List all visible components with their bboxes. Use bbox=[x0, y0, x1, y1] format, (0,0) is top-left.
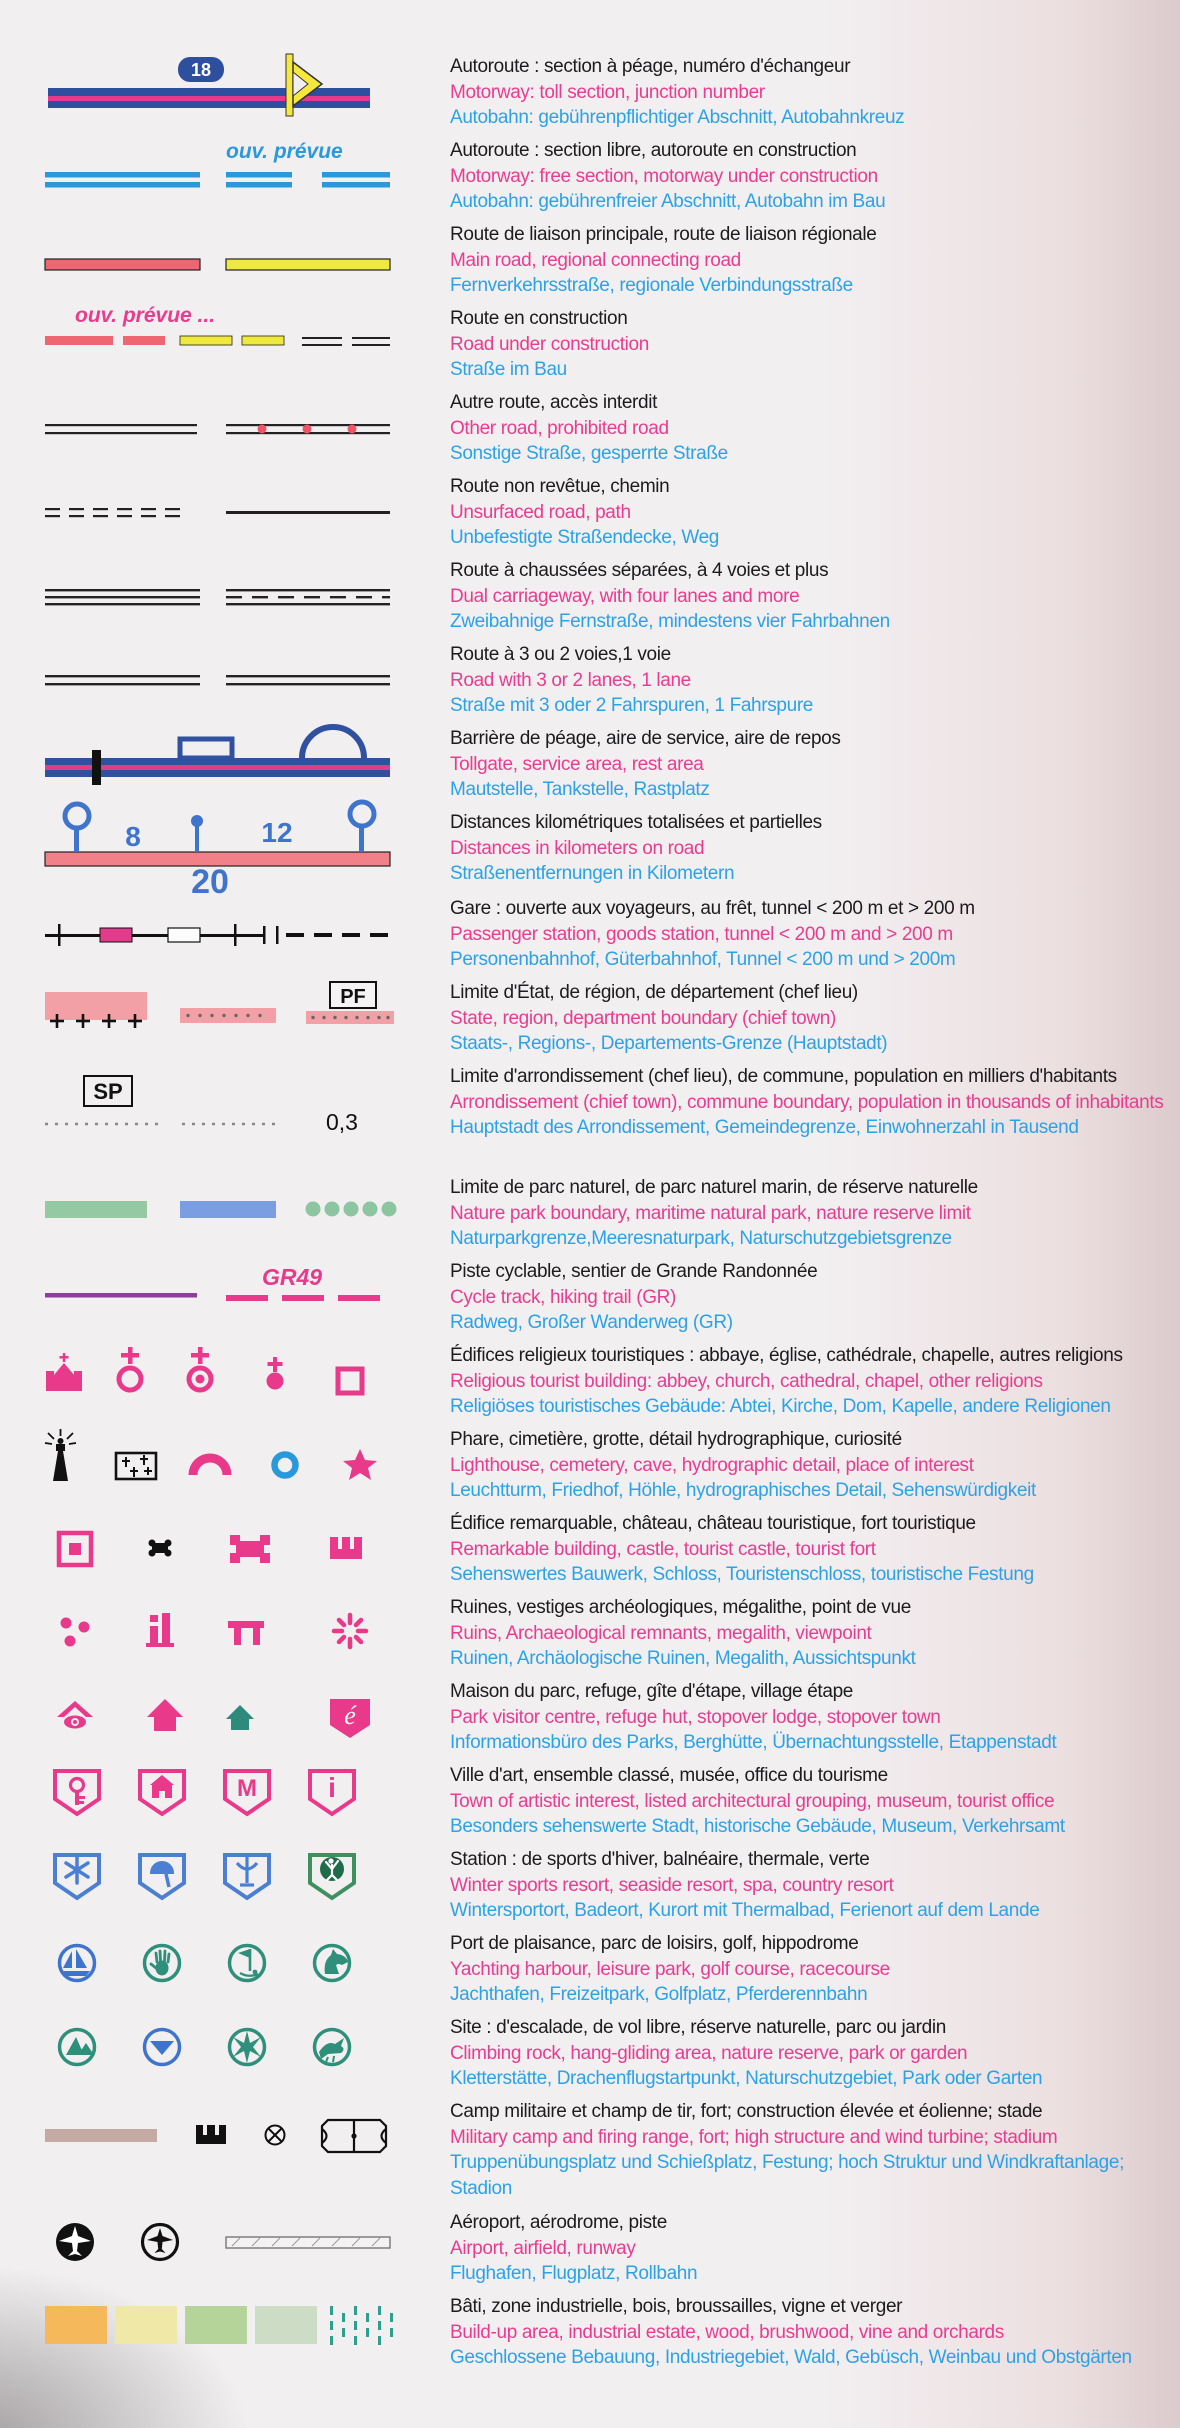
sights-icons bbox=[30, 1427, 450, 1491]
label-fr: Autoroute : section à péage, numéro d'échangeur bbox=[450, 56, 851, 77]
airport-symbols bbox=[0, 2210, 450, 2294]
label-en: Remarkable building, castle, tourist castle, tourist fort bbox=[450, 1538, 876, 1560]
marine-park-band-icon bbox=[180, 1201, 276, 1218]
svg-text:18: 18 bbox=[190, 60, 212, 80]
free-motorway-line-icon bbox=[45, 172, 200, 188]
label-de: Autobahn: gebührenpflichtiger Abschnitt, Autobahnkreuz bbox=[450, 107, 905, 128]
nature-park-icon bbox=[30, 1175, 450, 1239]
label-de: Zweibahnige Fernstraße, mindestens vier Fahrbahnen bbox=[450, 611, 890, 632]
legend-row-road-construction bbox=[0, 306, 1180, 390]
legend-text bbox=[450, 1763, 1180, 1847]
legend-text bbox=[450, 222, 1180, 306]
winter-sports-shield-icon bbox=[55, 1855, 99, 1898]
nature-reserve-dots-icon bbox=[306, 1202, 397, 1217]
label-de: Naturparkgrenze,Meeresnaturpark, Naturschutzgebietsgrenze bbox=[450, 1228, 952, 1249]
airport-icons bbox=[30, 2210, 450, 2274]
legend-row-sights bbox=[0, 1427, 1180, 1511]
label-fr: Autre route, accès interdit bbox=[450, 392, 658, 413]
town-of-art-shield-icon bbox=[55, 1771, 99, 1814]
goods-station-icon bbox=[168, 928, 200, 942]
railway-icon bbox=[30, 896, 450, 960]
label-de: Sonstige Straße, gesperrte Straße bbox=[450, 443, 728, 464]
label-de: Staats-, Regions-, Departements-Grenze (Hauptstadt) bbox=[450, 1033, 888, 1054]
industrial-estate-swatch bbox=[115, 2306, 177, 2344]
archaeological-remnants-icon bbox=[146, 1613, 174, 1647]
ruins-symbols bbox=[0, 1595, 450, 1679]
built-up-area-swatch bbox=[45, 2306, 107, 2344]
legend-row-distances bbox=[0, 810, 1180, 901]
long-tunnel-icon bbox=[286, 933, 388, 937]
label-fr: Limite de parc naturel, de parc naturel marin, de réserve naturelle bbox=[450, 1177, 978, 1198]
railway-tick-icon bbox=[234, 924, 237, 946]
label-de: Sehenswertes Bauwerk, Schloss, Touristenschloss, touristische Festung bbox=[450, 1564, 1034, 1585]
harbour-leisure-icons bbox=[30, 1931, 450, 1995]
legend-text bbox=[450, 2294, 1180, 2378]
cycle-track-symbol bbox=[0, 1259, 450, 1343]
label-fr: Édifice remarquable, château, château touristique, fort touristique bbox=[450, 1513, 976, 1534]
label-de: Geschlossene Bebauung, Industriegebiet, Wald, Gebüsch, Weinbau und Obstgärten bbox=[450, 2347, 1132, 2368]
label-en: Yachting harbour, leisure park, golf course, racecourse bbox=[450, 1958, 890, 1980]
legend-row-sites bbox=[0, 2015, 1180, 2099]
stopover-lodge-icon bbox=[226, 1705, 254, 1730]
label-fr: Station : de sports d'hiver, balnéaire, thermale, verte bbox=[450, 1849, 870, 1870]
tourist-castle-icon bbox=[230, 1535, 270, 1563]
label-fr: Maison du parc, refuge, gîte d'étape, village étape bbox=[450, 1681, 853, 1702]
legend-row-park-house bbox=[0, 1679, 1180, 1763]
label-de: Flughafen, Flugplatz, Rollbahn bbox=[450, 2263, 698, 2284]
leisure-park-icon bbox=[145, 1946, 180, 1981]
one-lane-road-icon bbox=[226, 675, 390, 685]
label-en: Road under construction bbox=[450, 333, 649, 355]
park-house-icons bbox=[30, 1679, 450, 1743]
label-fr: Limite d'État, de région, de département (chef lieu) bbox=[450, 982, 858, 1003]
cave-icon bbox=[193, 1458, 227, 1475]
label-fr: Route à 3 ou 2 voies,1 voie bbox=[450, 644, 671, 665]
vine-orchard-pattern bbox=[330, 2306, 393, 2345]
label-fr: Port de plaisance, parc de loisirs, golf, hippodrome bbox=[450, 1933, 859, 1954]
seaside-resort-shield-icon bbox=[140, 1855, 184, 1898]
military-symbols bbox=[0, 2099, 450, 2210]
legend-text bbox=[450, 1511, 1180, 1595]
motorway-free-symbol bbox=[0, 138, 450, 222]
sights-symbols bbox=[0, 1427, 450, 1511]
label-de: Jachthafen, Freizeitpark, Golfplatz, Pferderennbahn bbox=[450, 1984, 868, 2005]
arrondissement-icon bbox=[30, 1064, 450, 1142]
railway-line-icon bbox=[45, 934, 265, 937]
two-lane-road-icon bbox=[45, 675, 200, 685]
label-de: Ruinen, Archäologische Ruinen, Megalith, Aussichtspunkt bbox=[450, 1648, 916, 1669]
prohibited-road-icon bbox=[226, 424, 390, 434]
label-fr: Ville d'art, ensemble classé, musée, office du tourisme bbox=[450, 1765, 888, 1786]
legend-row-main-road bbox=[0, 222, 1180, 306]
military-icons bbox=[30, 2099, 450, 2163]
legend-row-nature-park bbox=[0, 1175, 1180, 1259]
castle-icon bbox=[149, 1540, 172, 1557]
racecourse-icon bbox=[315, 1946, 350, 1981]
park-garden-icon bbox=[315, 2030, 350, 2065]
label-fr: Barrière de péage, aire de service, aire de repos bbox=[450, 728, 841, 749]
remarkable-icons bbox=[30, 1511, 450, 1575]
tollgate-icon bbox=[30, 726, 450, 790]
spa-shield-icon bbox=[225, 1855, 269, 1898]
ruins-icons bbox=[30, 1595, 450, 1659]
state-boundary-band-icon bbox=[45, 992, 147, 1028]
motorway-band-icon bbox=[48, 88, 370, 108]
legend-text bbox=[450, 1343, 1180, 1427]
unsurfaced-road-line-icon bbox=[45, 508, 180, 517]
yachting-harbour-icon bbox=[60, 1946, 95, 1981]
label-en: Tollgate, service area, rest area bbox=[450, 753, 704, 775]
label-fr: Distances kilométriques totalisées et partielles bbox=[450, 812, 822, 833]
legend-text bbox=[450, 1847, 1180, 1931]
legend-row-road-3-2-lanes bbox=[0, 642, 1180, 726]
path-line-icon bbox=[226, 511, 390, 514]
dual-carriageway-symbol bbox=[0, 558, 450, 642]
partial-distance-label: 8 bbox=[125, 821, 141, 852]
country-resort-shield-icon bbox=[310, 1855, 354, 1898]
main-road-line-icon bbox=[45, 259, 200, 270]
label-en: Cycle track, hiking trail (GR) bbox=[450, 1286, 676, 1308]
motorway-free-icon bbox=[30, 138, 450, 202]
label-de: Truppenübungsplatz und Schießplatz, Festung; hoch Struktur und Windkraftanlage; Stadion bbox=[450, 2152, 1125, 2199]
label-en: Other road, prohibited road bbox=[450, 417, 669, 439]
label-fr: Site : d'escalade, de vol libre, réserve naturelle, parc ou jardin bbox=[450, 2017, 946, 2038]
stadium-icon bbox=[322, 2120, 386, 2152]
legend-text bbox=[450, 1259, 1180, 1343]
rest-area-icon bbox=[302, 727, 364, 758]
tourist-office-shield-icon bbox=[310, 1771, 354, 1814]
refuge-hut-icon bbox=[147, 1699, 183, 1731]
airfield-icon bbox=[143, 2225, 178, 2260]
viewpoint-icon bbox=[334, 1615, 366, 1647]
legend-row-town-of-art bbox=[0, 1763, 1180, 1847]
remarkable-symbols bbox=[0, 1511, 450, 1595]
label-fr: Aéroport, aérodrome, piste bbox=[450, 2212, 667, 2233]
harbour-leisure-symbols bbox=[0, 1931, 450, 2015]
subprefecture-badge bbox=[84, 1076, 132, 1106]
label-de: Unbefestigte Straßendecke, Weg bbox=[450, 527, 720, 548]
total-distance-label: 20 bbox=[191, 863, 229, 901]
label-en: Park visitor centre, refuge hut, stopover lodge, stopover town bbox=[450, 1706, 941, 1728]
ruins-icon bbox=[61, 1618, 90, 1647]
museum-shield-icon bbox=[225, 1771, 269, 1814]
cemetery-icon bbox=[116, 1453, 156, 1479]
label-en: Main road, regional connecting road bbox=[450, 249, 741, 271]
yellow-road-construction-icon bbox=[180, 336, 284, 345]
population-label: 0,3 bbox=[326, 1109, 358, 1135]
passenger-station-icon bbox=[100, 928, 132, 942]
listed-grouping-shield-icon bbox=[140, 1771, 184, 1814]
legend-text bbox=[450, 726, 1180, 810]
main-road-symbol bbox=[0, 222, 450, 306]
unsurfaced-road-symbol bbox=[0, 474, 450, 558]
distances-icon bbox=[30, 796, 450, 901]
label-fr: Limite d'arrondissement (chef lieu), de commune, population en milliers d'habitants bbox=[450, 1066, 1117, 1087]
resort-symbols bbox=[0, 1847, 450, 1931]
road-3-2-lanes-icon bbox=[30, 642, 450, 706]
legend-text bbox=[450, 1175, 1180, 1259]
wind-turbine-icon bbox=[266, 2126, 285, 2145]
brushwood-swatch bbox=[255, 2306, 317, 2344]
department-boundary-band-icon bbox=[306, 1011, 394, 1024]
nature-park-symbol bbox=[0, 1175, 450, 1259]
town-of-art-icons bbox=[30, 1763, 450, 1827]
state-boundary-symbol bbox=[0, 980, 450, 1064]
svg-text:i: i bbox=[328, 1772, 336, 1803]
legend-row-resorts bbox=[0, 1847, 1180, 1931]
distances-symbol bbox=[0, 810, 450, 901]
legend-row-railway bbox=[0, 896, 1180, 980]
legend-row-other-road bbox=[0, 390, 1180, 474]
label-fr: Camp militaire et champ de tir, fort; construction élevée et éolienne; stade bbox=[450, 2101, 1043, 2122]
planned-opening-dots-label: ouv. prévue ... bbox=[75, 304, 216, 327]
legend-text bbox=[450, 558, 1180, 642]
cycle-track-line-icon bbox=[45, 1293, 197, 1298]
legend-text bbox=[450, 2015, 1180, 2099]
arrondissement-symbol bbox=[0, 1064, 450, 1175]
legend-text bbox=[450, 810, 1180, 896]
road-construction-icon bbox=[30, 306, 450, 370]
railway-tick-icon bbox=[58, 924, 61, 946]
road-construction-symbol bbox=[0, 306, 450, 390]
label-de: Personenbahnhof, Güterbahnhof, Tunnel < 200 m und > 200m bbox=[450, 949, 956, 970]
partial-distance-label: 12 bbox=[261, 817, 293, 848]
legend-text bbox=[450, 306, 1180, 390]
label-fr: Bâti, zone industrielle, bois, broussailles, vigne et verger bbox=[450, 2296, 903, 2317]
label-fr: Gare : ouverte aux voyageurs, au frêt, tunnel < 200 m et > 200 m bbox=[450, 898, 975, 919]
legend-text bbox=[450, 390, 1180, 474]
other-road-construction-icon bbox=[302, 337, 390, 346]
abbey-icon bbox=[46, 1353, 82, 1391]
megalith-icon bbox=[228, 1621, 264, 1645]
remarkable-building-icon bbox=[59, 1533, 91, 1565]
planned-opening-label: ouv. prévue bbox=[226, 140, 343, 163]
regional-road-line-icon bbox=[226, 259, 390, 270]
land-use-symbols bbox=[0, 2294, 450, 2378]
legend-text bbox=[450, 2099, 1180, 2210]
legend-row-dual-carriageway bbox=[0, 558, 1180, 642]
legend-row-remarkable bbox=[0, 1511, 1180, 1595]
place-of-interest-star-icon bbox=[343, 1449, 377, 1480]
label-de: Informationsbüro des Parks, Berghütte, Übernachtungsstelle, Etappenstadt bbox=[450, 1732, 1057, 1753]
label-en: Winter sports resort, seaside resort, spa, country resort bbox=[450, 1874, 894, 1896]
dual-carriageway-dashed-icon bbox=[226, 589, 390, 605]
label-de: Mautstelle, Tankstelle, Rastplatz bbox=[450, 779, 710, 800]
region-boundary-band-icon bbox=[180, 1008, 276, 1023]
unsurfaced-road-icon bbox=[30, 474, 450, 538]
land-use-icons bbox=[30, 2294, 450, 2358]
label-en: Motorway: free section, motorway under construction bbox=[450, 165, 878, 187]
label-de: Fernverkehrsstraße, regionale Verbindungsstraße bbox=[450, 275, 853, 296]
svg-text:é: é bbox=[344, 1701, 356, 1730]
label-en: Nature park boundary, maritime natural park, nature reserve limit bbox=[450, 1202, 971, 1224]
label-fr: Route de liaison principale, route de liaison régionale bbox=[450, 224, 877, 245]
label-en: State, region, department boundary (chief town) bbox=[450, 1007, 836, 1029]
label-en: Unsurfaced road, path bbox=[450, 501, 631, 523]
label-de: Straßenentfernungen in Kilometern bbox=[450, 863, 735, 884]
golf-course-icon bbox=[230, 1946, 265, 1981]
resort-icons bbox=[30, 1847, 450, 1911]
legend-row-motorway-toll bbox=[0, 54, 1180, 138]
label-de: Besonders sehenswerte Stadt, historische Gebäude, Museum, Verkehrsamt bbox=[450, 1816, 1065, 1837]
legend-row-military bbox=[0, 2099, 1180, 2210]
nature-reserve-icon bbox=[230, 2030, 265, 2065]
religious-symbols bbox=[0, 1343, 450, 1427]
other-road-symbol bbox=[0, 390, 450, 474]
park-house-symbols bbox=[0, 1679, 450, 1763]
chapel-icon bbox=[267, 1357, 284, 1390]
church-icon bbox=[119, 1347, 141, 1390]
other-religion-icon bbox=[338, 1369, 362, 1393]
label-en: Distances in kilometers on road bbox=[450, 837, 705, 859]
fort-icon bbox=[196, 2125, 226, 2144]
red-road-construction-icon bbox=[45, 336, 165, 345]
legend-text bbox=[450, 2210, 1180, 2294]
label-de: Radweg, Großer Wanderweg (GR) bbox=[450, 1312, 733, 1333]
label-en: Build-up area, industrial estate, wood, brushwood, vine and orchards bbox=[450, 2321, 1004, 2343]
legend-text bbox=[450, 1931, 1180, 2015]
four-lane-road-icon bbox=[45, 589, 200, 605]
label-fr: Piste cyclable, sentier de Grande Randonnée bbox=[450, 1261, 818, 1282]
cathedral-icon bbox=[189, 1347, 211, 1390]
nature-park-band-icon bbox=[45, 1201, 147, 1218]
legend-row-motorway-free bbox=[0, 138, 1180, 222]
junction-number-badge bbox=[178, 57, 224, 82]
religious-icons bbox=[30, 1343, 450, 1407]
hiking-trail-icon bbox=[226, 1295, 380, 1301]
label-en: Town of artistic interest, listed architectural grouping, museum, tourist office bbox=[450, 1790, 1055, 1812]
legend-row-harbour-leisure bbox=[0, 1931, 1180, 2015]
label-en: Lighthouse, cemetery, cave, hydrographic detail, place of interest bbox=[450, 1454, 974, 1476]
distance-marker-icon bbox=[65, 802, 374, 852]
legend-text bbox=[450, 1595, 1180, 1679]
tourist-fort-icon bbox=[330, 1537, 362, 1559]
label-fr: Ruines, vestiges archéologiques, mégalithe, point de vue bbox=[450, 1597, 911, 1618]
label-de: Straße im Bau bbox=[450, 359, 567, 380]
legend-text bbox=[450, 896, 1180, 980]
lighthouse-icon bbox=[45, 1429, 76, 1481]
label-de: Autobahn: gebührenfreier Abschnitt, Autobahn im Bau bbox=[450, 191, 886, 212]
site-icons bbox=[30, 2015, 450, 2079]
stopover-town-icon bbox=[330, 1699, 370, 1738]
label-en: Passenger station, goods station, tunnel < 200 m and > 200 m bbox=[450, 923, 953, 945]
town-of-art-symbols bbox=[0, 1763, 450, 1847]
label-en: Dual carriageway, with four lanes and more bbox=[450, 585, 800, 607]
legend-text bbox=[450, 138, 1180, 222]
label-fr: Autoroute : section libre, autoroute en construction bbox=[450, 140, 857, 161]
prefecture-badge bbox=[330, 982, 376, 1008]
legend-text bbox=[450, 642, 1180, 726]
tollgate-bar-icon bbox=[92, 750, 101, 785]
dual-carriageway-icon bbox=[30, 558, 450, 622]
legend-text bbox=[450, 54, 1180, 138]
legend-text bbox=[450, 1679, 1180, 1763]
legend-row-arrondissement bbox=[0, 1064, 1180, 1175]
climbing-rock-icon bbox=[60, 2030, 95, 2065]
label-de: Religiöses touristisches Gebäude: Abtei, Kirche, Dom, Kapelle, andere Religionen bbox=[450, 1396, 1111, 1417]
park-visitor-centre-icon bbox=[57, 1701, 93, 1729]
label-en: Ruins, Archaeological remnants, megalith, viewpoint bbox=[450, 1622, 872, 1644]
legend-row-unsurfaced-road bbox=[0, 474, 1180, 558]
road-3-2-lanes-symbol bbox=[0, 642, 450, 726]
hydrographic-detail-icon bbox=[275, 1455, 296, 1476]
other-road-icon bbox=[30, 390, 450, 454]
label-en: Motorway: toll section, junction number bbox=[450, 81, 765, 103]
label-en: Religious tourist building: abbey, church, cathedral, chapel, other religions bbox=[450, 1370, 1043, 1392]
legend-text bbox=[450, 980, 1180, 1064]
gr-label: GR49 bbox=[261, 1264, 323, 1290]
label-en: Military camp and firing range, fort; high structure and wind turbine; stadium bbox=[450, 2126, 1058, 2148]
legend-row-religious bbox=[0, 1343, 1180, 1427]
cycle-track-icon bbox=[30, 1259, 450, 1323]
label-fr: Route en construction bbox=[450, 308, 628, 329]
svg-text:M: M bbox=[237, 1775, 257, 1802]
label-fr: Route non revêtue, chemin bbox=[450, 476, 670, 497]
legend-row-ruins bbox=[0, 1595, 1180, 1679]
label-de: Leuchtturm, Friedhof, Höhle, hydrographisches Detail, Sehenswürdigkeit bbox=[450, 1480, 1036, 1501]
label-de: Wintersportort, Badeort, Kurort mit Thermalbad, Ferienort auf dem Lande bbox=[450, 1900, 1040, 1921]
legend-row-airport bbox=[0, 2210, 1180, 2294]
legend-text bbox=[450, 1427, 1180, 1511]
label-de: Kletterstätte, Drachenflugstartpunkt, Naturschutzgebiet, Park oder Garten bbox=[450, 2068, 1043, 2089]
wood-swatch bbox=[185, 2306, 247, 2344]
label-fr: Édifices religieux touristiques : abbaye, église, cathédrale, chapelle, autres religions bbox=[450, 1345, 1123, 1366]
motorway-toll-icon bbox=[30, 54, 450, 118]
other-road-line-icon bbox=[45, 424, 197, 434]
main-road-icon bbox=[30, 222, 450, 286]
legend-row-land-use bbox=[0, 2294, 1180, 2378]
label-en: Arrondissement (chief town), commune boundary, population in thousands of inhabitants bbox=[450, 1091, 1164, 1113]
site-symbols bbox=[0, 2015, 450, 2099]
short-tunnel-icon bbox=[263, 926, 279, 944]
runway-icon bbox=[226, 2237, 390, 2248]
railway-symbol bbox=[0, 896, 450, 980]
motorway-toll-symbol bbox=[0, 54, 450, 138]
label-en: Road with 3 or 2 lanes, 1 lane bbox=[450, 669, 691, 691]
svg-text:PF: PF bbox=[340, 986, 366, 1008]
hang-gliding-icon bbox=[145, 2030, 180, 2065]
motorway-under-construction-icon bbox=[226, 172, 390, 188]
label-en: Climbing rock, hang-gliding area, nature reserve, park or garden bbox=[450, 2042, 968, 2064]
military-camp-band-icon bbox=[45, 2129, 157, 2142]
label-en: Airport, airfield, runway bbox=[450, 2237, 636, 2259]
label-fr: Phare, cimetière, grotte, détail hydrographique, curiosité bbox=[450, 1429, 902, 1450]
legend-text bbox=[450, 474, 1180, 558]
service-area-icon bbox=[180, 739, 232, 758]
svg-text:SP: SP bbox=[93, 1079, 123, 1104]
label-de: Straße mit 3 oder 2 Fahrspuren, 1 Fahrspure bbox=[450, 695, 814, 716]
label-fr: Route à chaussées séparées, à 4 voies et plus bbox=[450, 560, 829, 581]
label-de: Hauptstadt des Arrondissement, Gemeindegrenze, Einwohnerzahl in Tausend bbox=[450, 1117, 1079, 1138]
airport-icon bbox=[56, 2223, 94, 2261]
legend-text bbox=[450, 1064, 1180, 1175]
legend-row-cycle-track bbox=[0, 1259, 1180, 1343]
legend-row-state-boundary bbox=[0, 980, 1180, 1064]
state-boundary-icon bbox=[30, 980, 450, 1044]
